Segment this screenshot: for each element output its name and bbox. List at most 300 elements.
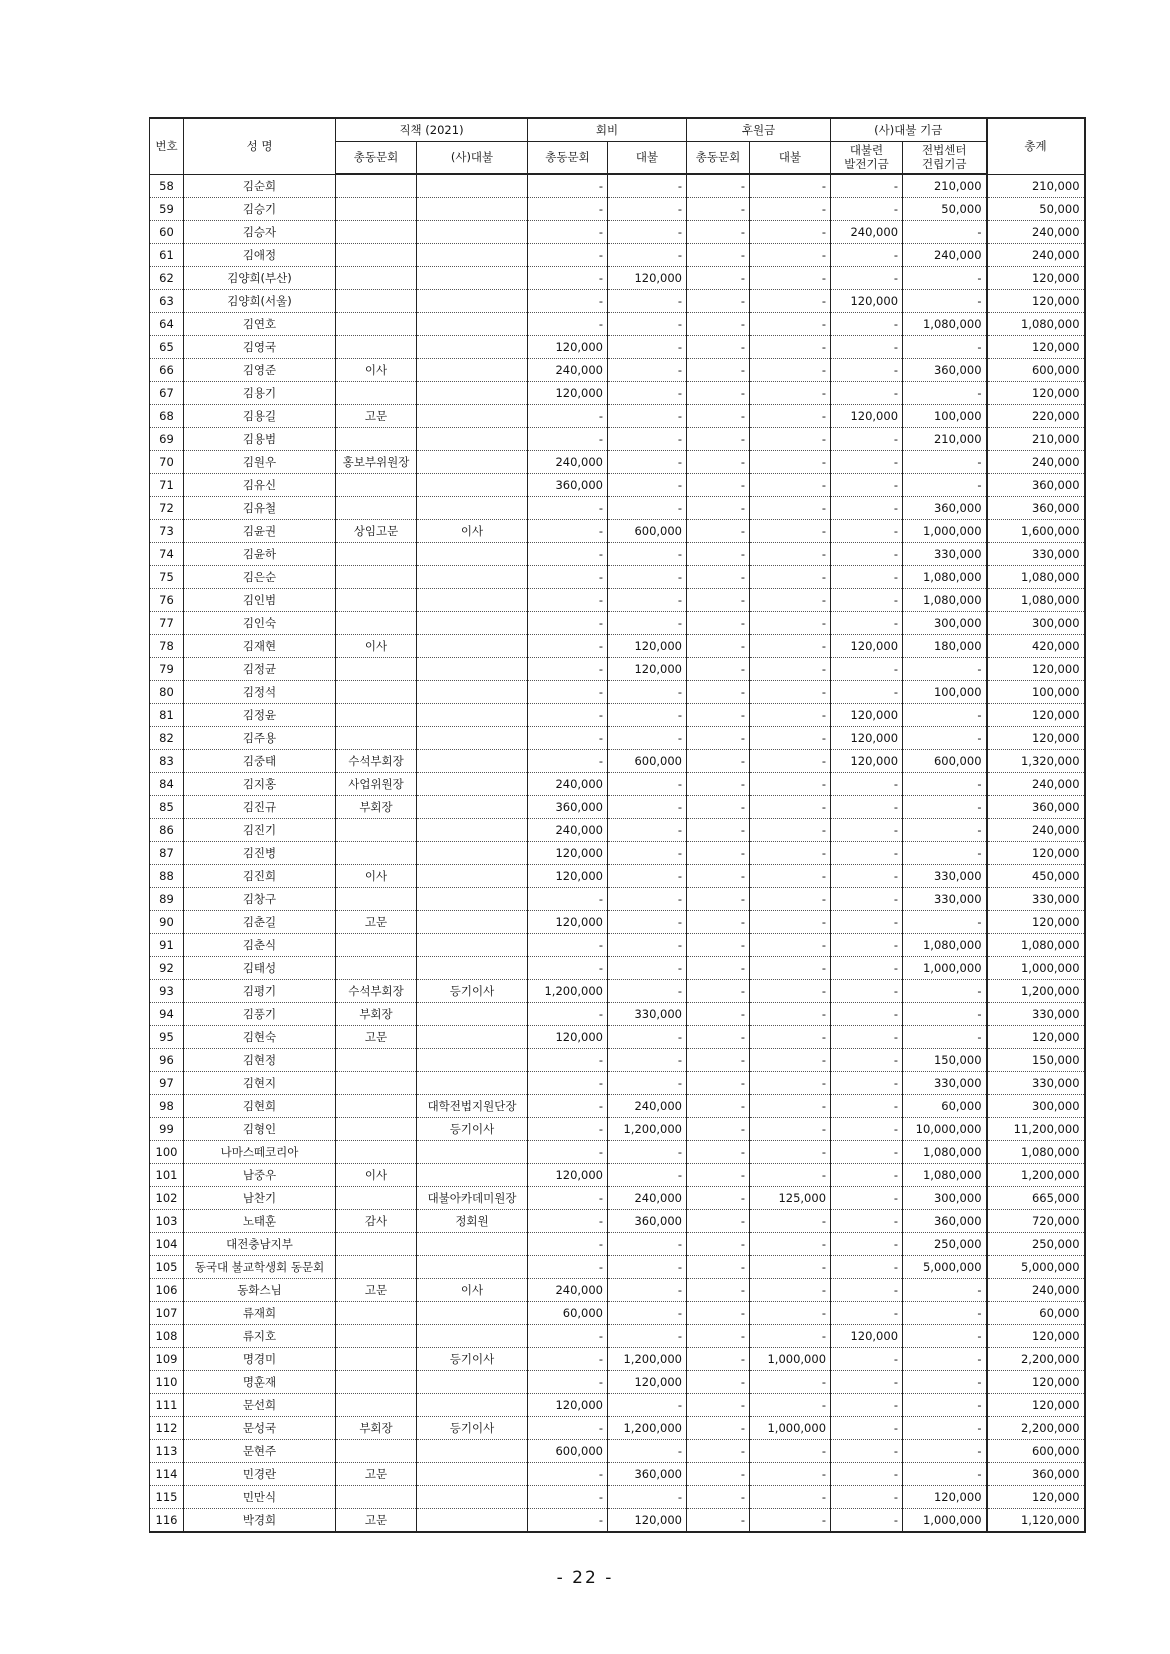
cell-position-daebul bbox=[417, 1256, 528, 1279]
cell-total: 1,000,000 bbox=[987, 957, 1085, 980]
cell-sponsor-daebul: - bbox=[750, 681, 831, 704]
cell-fee-daebul: - bbox=[608, 174, 687, 198]
cell-sponsor-daebul: - bbox=[750, 497, 831, 520]
cell-fee-daebul: - bbox=[608, 313, 687, 336]
cell-sponsor-alumni: - bbox=[687, 382, 750, 405]
cell-number: 86 bbox=[150, 819, 184, 842]
cell-name: 남중우 bbox=[184, 1164, 336, 1187]
cell-fee-alumni: - bbox=[528, 1486, 608, 1509]
cell-fee-alumni: - bbox=[528, 635, 608, 658]
cell-number: 89 bbox=[150, 888, 184, 911]
cell-total: 330,000 bbox=[987, 543, 1085, 566]
cell-total: 120,000 bbox=[987, 1371, 1085, 1394]
header-fund-development-line2: 발전기금 bbox=[844, 157, 889, 172]
cell-total: 120,000 bbox=[987, 1325, 1085, 1348]
cell-name: 김형인 bbox=[184, 1118, 336, 1141]
cell-number: 108 bbox=[150, 1325, 184, 1348]
cell-fund-center: - bbox=[903, 704, 987, 727]
cell-total: 120,000 bbox=[987, 704, 1085, 727]
cell-total: 1,200,000 bbox=[987, 1164, 1085, 1187]
cell-position-daebul: 대불아카데미원장 bbox=[417, 1187, 528, 1210]
cell-sponsor-daebul: - bbox=[750, 773, 831, 796]
cell-sponsor-daebul: - bbox=[750, 1486, 831, 1509]
cell-fee-alumni: - bbox=[528, 1371, 608, 1394]
cell-fee-alumni: - bbox=[528, 290, 608, 313]
cell-name: 김춘길 bbox=[184, 911, 336, 934]
table-row bbox=[150, 174, 1085, 198]
cell-sponsor-alumni: - bbox=[687, 198, 750, 221]
cell-number: 115 bbox=[150, 1486, 184, 1509]
cell-fund-development: - bbox=[831, 934, 903, 957]
cell-name: 김순희 bbox=[184, 174, 336, 198]
cell-fee-alumni: - bbox=[528, 888, 608, 911]
cell-name: 김윤하 bbox=[184, 543, 336, 566]
table-row bbox=[150, 842, 1085, 865]
cell-total: 330,000 bbox=[987, 1003, 1085, 1026]
cell-sponsor-alumni: - bbox=[687, 1026, 750, 1049]
cell-fee-alumni: 120,000 bbox=[528, 1394, 608, 1417]
cell-total: 120,000 bbox=[987, 1394, 1085, 1417]
cell-fund-development: - bbox=[831, 1417, 903, 1440]
cell-fund-center: 240,000 bbox=[903, 244, 987, 267]
cell-position-alumni bbox=[336, 1348, 417, 1371]
cell-name: 김정윤 bbox=[184, 704, 336, 727]
cell-position-alumni bbox=[336, 221, 417, 244]
cell-number: 94 bbox=[150, 1003, 184, 1026]
cell-total: 210,000 bbox=[987, 174, 1085, 198]
table-row bbox=[150, 1210, 1085, 1233]
table-row bbox=[150, 1233, 1085, 1256]
cell-number: 90 bbox=[150, 911, 184, 934]
cell-fee-daebul: - bbox=[608, 543, 687, 566]
cell-sponsor-alumni: - bbox=[687, 1417, 750, 1440]
cell-sponsor-daebul: - bbox=[750, 1118, 831, 1141]
cell-position-daebul bbox=[417, 819, 528, 842]
cell-sponsor-alumni: - bbox=[687, 796, 750, 819]
cell-fund-development: - bbox=[831, 451, 903, 474]
cell-position-alumni bbox=[336, 1394, 417, 1417]
cell-fee-daebul: - bbox=[608, 980, 687, 1003]
table-row bbox=[150, 451, 1085, 474]
header-fund-center bbox=[903, 141, 987, 174]
cell-position-daebul bbox=[417, 543, 528, 566]
cell-number: 79 bbox=[150, 658, 184, 681]
cell-fund-center: 210,000 bbox=[903, 428, 987, 451]
cell-sponsor-daebul: - bbox=[750, 957, 831, 980]
cell-sponsor-alumni: - bbox=[687, 1187, 750, 1210]
cell-sponsor-alumni: - bbox=[687, 865, 750, 888]
cell-sponsor-daebul: - bbox=[750, 174, 831, 198]
cell-fee-alumni: - bbox=[528, 1509, 608, 1533]
table-row bbox=[150, 819, 1085, 842]
cell-fund-center: - bbox=[903, 796, 987, 819]
cell-fee-daebul: - bbox=[608, 474, 687, 497]
table-row bbox=[150, 267, 1085, 290]
cell-sponsor-alumni: - bbox=[687, 658, 750, 681]
cell-fee-alumni: - bbox=[528, 497, 608, 520]
cell-fund-development: - bbox=[831, 1509, 903, 1533]
cell-fee-daebul: - bbox=[608, 428, 687, 451]
cell-fund-center: 120,000 bbox=[903, 1486, 987, 1509]
cell-total: 120,000 bbox=[987, 1026, 1085, 1049]
cell-position-daebul bbox=[417, 842, 528, 865]
cell-name: 김현숙 bbox=[184, 1026, 336, 1049]
cell-position-alumni: 고문 bbox=[336, 1026, 417, 1049]
cell-fee-alumni: - bbox=[528, 1256, 608, 1279]
cell-sponsor-alumni: - bbox=[687, 1509, 750, 1533]
cell-sponsor-daebul: - bbox=[750, 750, 831, 773]
table-row bbox=[150, 1118, 1085, 1141]
cell-fund-center: - bbox=[903, 1003, 987, 1026]
cell-fee-daebul: - bbox=[608, 1279, 687, 1302]
cell-position-alumni: 상임고문 bbox=[336, 520, 417, 543]
cell-fee-alumni: 240,000 bbox=[528, 773, 608, 796]
cell-total: 1,080,000 bbox=[987, 589, 1085, 612]
cell-fund-development: - bbox=[831, 957, 903, 980]
cell-fund-center: 150,000 bbox=[903, 1049, 987, 1072]
cell-position-alumni: 이사 bbox=[336, 1164, 417, 1187]
cell-number: 62 bbox=[150, 267, 184, 290]
cell-sponsor-alumni: - bbox=[687, 1394, 750, 1417]
cell-fund-center: - bbox=[903, 1279, 987, 1302]
cell-position-daebul bbox=[417, 658, 528, 681]
cell-fee-alumni: - bbox=[528, 428, 608, 451]
cell-position-daebul bbox=[417, 1049, 528, 1072]
cell-position-alumni bbox=[336, 842, 417, 865]
cell-position-alumni: 이사 bbox=[336, 359, 417, 382]
table-row bbox=[150, 1003, 1085, 1026]
table-row bbox=[150, 1463, 1085, 1486]
cell-sponsor-daebul: - bbox=[750, 428, 831, 451]
cell-position-alumni bbox=[336, 681, 417, 704]
cell-sponsor-daebul: - bbox=[750, 612, 831, 635]
header-fund-development bbox=[831, 141, 903, 174]
cell-sponsor-daebul: - bbox=[750, 980, 831, 1003]
cell-fund-development: - bbox=[831, 796, 903, 819]
header-fee-alumni: 총동문회 bbox=[528, 141, 608, 174]
cell-name: 김춘식 bbox=[184, 934, 336, 957]
cell-name: 김현정 bbox=[184, 1049, 336, 1072]
cell-fund-development: - bbox=[831, 267, 903, 290]
cell-total: 120,000 bbox=[987, 911, 1085, 934]
cell-sponsor-alumni: - bbox=[687, 980, 750, 1003]
cell-position-daebul bbox=[417, 773, 528, 796]
cell-sponsor-alumni: - bbox=[687, 842, 750, 865]
cell-total: 11,200,000 bbox=[987, 1118, 1085, 1141]
cell-name: 김현희 bbox=[184, 1095, 336, 1118]
header-position-group: 직책 (2021) bbox=[336, 118, 528, 141]
cell-fund-development: - bbox=[831, 566, 903, 589]
cell-total: 1,120,000 bbox=[987, 1509, 1085, 1533]
cell-sponsor-daebul: - bbox=[750, 1233, 831, 1256]
cell-fee-alumni: - bbox=[528, 221, 608, 244]
cell-position-alumni bbox=[336, 174, 417, 198]
cell-fee-daebul: - bbox=[608, 773, 687, 796]
cell-position-alumni: 홍보부위원장 bbox=[336, 451, 417, 474]
cell-fund-center: - bbox=[903, 842, 987, 865]
header-fund-development-line1: 대불련 bbox=[849, 143, 884, 158]
cell-position-alumni: 이사 bbox=[336, 865, 417, 888]
cell-position-alumni bbox=[336, 1302, 417, 1325]
cell-fee-daebul: - bbox=[608, 911, 687, 934]
cell-fund-development: 120,000 bbox=[831, 1325, 903, 1348]
cell-name: 김용길 bbox=[184, 405, 336, 428]
cell-name: 김주용 bbox=[184, 727, 336, 750]
cell-position-alumni: 고문 bbox=[336, 1279, 417, 1302]
cell-sponsor-daebul: - bbox=[750, 842, 831, 865]
cell-position-alumni bbox=[336, 313, 417, 336]
cell-number: 83 bbox=[150, 750, 184, 773]
table-row bbox=[150, 543, 1085, 566]
cell-number: 91 bbox=[150, 934, 184, 957]
cell-position-alumni bbox=[336, 474, 417, 497]
cell-sponsor-alumni: - bbox=[687, 336, 750, 359]
cell-name: 김평기 bbox=[184, 980, 336, 1003]
cell-name: 민경란 bbox=[184, 1463, 336, 1486]
cell-position-daebul bbox=[417, 796, 528, 819]
cell-total: 360,000 bbox=[987, 474, 1085, 497]
cell-sponsor-daebul: - bbox=[750, 911, 831, 934]
cell-number: 111 bbox=[150, 1394, 184, 1417]
cell-fee-alumni: - bbox=[528, 1348, 608, 1371]
cell-number: 80 bbox=[150, 681, 184, 704]
cell-fee-alumni: 120,000 bbox=[528, 842, 608, 865]
table-row bbox=[150, 1440, 1085, 1463]
cell-position-alumni bbox=[336, 198, 417, 221]
table-row bbox=[150, 612, 1085, 635]
cell-name: 대전충남지부 bbox=[184, 1233, 336, 1256]
cell-sponsor-daebul: - bbox=[750, 635, 831, 658]
cell-fund-development: - bbox=[831, 911, 903, 934]
cell-sponsor-daebul: - bbox=[750, 658, 831, 681]
cell-sponsor-daebul: - bbox=[750, 1509, 831, 1533]
cell-fund-development: - bbox=[831, 1072, 903, 1095]
cell-sponsor-alumni: - bbox=[687, 681, 750, 704]
cell-total: 50,000 bbox=[987, 198, 1085, 221]
table-body bbox=[150, 174, 1085, 1532]
cell-sponsor-daebul: - bbox=[750, 451, 831, 474]
cell-fund-development: 120,000 bbox=[831, 727, 903, 750]
cell-total: 120,000 bbox=[987, 842, 1085, 865]
cell-number: 87 bbox=[150, 842, 184, 865]
cell-position-daebul: 등기이사 bbox=[417, 1118, 528, 1141]
cell-name: 김태성 bbox=[184, 957, 336, 980]
cell-fund-development: 120,000 bbox=[831, 750, 903, 773]
cell-sponsor-daebul: - bbox=[750, 359, 831, 382]
cell-total: 720,000 bbox=[987, 1210, 1085, 1233]
cell-fee-alumni: 120,000 bbox=[528, 336, 608, 359]
cell-fee-daebul: - bbox=[608, 1256, 687, 1279]
cell-total: 1,080,000 bbox=[987, 313, 1085, 336]
cell-fee-daebul: - bbox=[608, 1233, 687, 1256]
cell-position-alumni: 고문 bbox=[336, 911, 417, 934]
cell-fund-development: - bbox=[831, 1187, 903, 1210]
cell-fee-daebul: - bbox=[608, 382, 687, 405]
cell-fund-development: - bbox=[831, 313, 903, 336]
table-row bbox=[150, 1302, 1085, 1325]
cell-fee-daebul: - bbox=[608, 566, 687, 589]
cell-position-daebul bbox=[417, 681, 528, 704]
cell-position-alumni bbox=[336, 1141, 417, 1164]
cell-total: 1,600,000 bbox=[987, 520, 1085, 543]
cell-name: 김재현 bbox=[184, 635, 336, 658]
cell-name: 김정균 bbox=[184, 658, 336, 681]
table-row bbox=[150, 1394, 1085, 1417]
cell-number: 95 bbox=[150, 1026, 184, 1049]
cell-name: 문성국 bbox=[184, 1417, 336, 1440]
table-row bbox=[150, 1141, 1085, 1164]
cell-position-daebul bbox=[417, 865, 528, 888]
cell-total: 300,000 bbox=[987, 1095, 1085, 1118]
header-sponsor-daebul: 대불 bbox=[750, 141, 831, 174]
cell-sponsor-daebul: - bbox=[750, 474, 831, 497]
cell-position-daebul bbox=[417, 727, 528, 750]
cell-sponsor-daebul: - bbox=[750, 1095, 831, 1118]
table-row bbox=[150, 1371, 1085, 1394]
cell-fee-alumni: - bbox=[528, 750, 608, 773]
cell-sponsor-alumni: - bbox=[687, 1003, 750, 1026]
cell-name: 김풍기 bbox=[184, 1003, 336, 1026]
cell-fund-development: - bbox=[831, 428, 903, 451]
cell-fee-alumni: - bbox=[528, 1049, 608, 1072]
cell-position-alumni: 부회장 bbox=[336, 1003, 417, 1026]
cell-sponsor-daebul: - bbox=[750, 1256, 831, 1279]
cell-total: 450,000 bbox=[987, 865, 1085, 888]
cell-fund-development: - bbox=[831, 1440, 903, 1463]
cell-fee-alumni: - bbox=[528, 1210, 608, 1233]
cell-position-alumni bbox=[336, 497, 417, 520]
cell-name: 민만식 bbox=[184, 1486, 336, 1509]
cell-total: 120,000 bbox=[987, 290, 1085, 313]
cell-fund-center: - bbox=[903, 336, 987, 359]
cell-name: 남찬기 bbox=[184, 1187, 336, 1210]
table-row bbox=[150, 405, 1085, 428]
cell-position-daebul bbox=[417, 290, 528, 313]
cell-position-daebul bbox=[417, 1509, 528, 1533]
cell-number: 96 bbox=[150, 1049, 184, 1072]
cell-position-daebul bbox=[417, 313, 528, 336]
cell-total: 360,000 bbox=[987, 497, 1085, 520]
cell-position-alumni bbox=[336, 336, 417, 359]
cell-position-alumni bbox=[336, 1095, 417, 1118]
cell-name: 김양희(부산) bbox=[184, 267, 336, 290]
cell-fee-daebul: - bbox=[608, 819, 687, 842]
cell-sponsor-alumni: - bbox=[687, 1279, 750, 1302]
header-position-daebul: (사)대불 bbox=[417, 141, 528, 174]
cell-fee-daebul: - bbox=[608, 842, 687, 865]
cell-sponsor-daebul: - bbox=[750, 1279, 831, 1302]
cell-fee-alumni: - bbox=[528, 934, 608, 957]
cell-number: 71 bbox=[150, 474, 184, 497]
cell-sponsor-daebul: - bbox=[750, 888, 831, 911]
cell-position-daebul: 이사 bbox=[417, 1279, 528, 1302]
cell-fee-alumni: - bbox=[528, 267, 608, 290]
cell-fund-center: - bbox=[903, 382, 987, 405]
table-row bbox=[150, 589, 1085, 612]
cell-fee-daebul: 120,000 bbox=[608, 658, 687, 681]
cell-total: 360,000 bbox=[987, 1463, 1085, 1486]
cell-fund-development: - bbox=[831, 1118, 903, 1141]
cell-sponsor-daebul: - bbox=[750, 865, 831, 888]
table-row bbox=[150, 658, 1085, 681]
cell-fund-center: - bbox=[903, 658, 987, 681]
cell-total: 120,000 bbox=[987, 658, 1085, 681]
cell-position-daebul bbox=[417, 888, 528, 911]
cell-sponsor-alumni: - bbox=[687, 1302, 750, 1325]
cell-total: 150,000 bbox=[987, 1049, 1085, 1072]
table-row bbox=[150, 1325, 1085, 1348]
cell-position-alumni: 고문 bbox=[336, 405, 417, 428]
cell-fee-alumni: - bbox=[528, 543, 608, 566]
cell-sponsor-daebul: - bbox=[750, 1325, 831, 1348]
cell-sponsor-daebul: 1,000,000 bbox=[750, 1348, 831, 1371]
cell-number: 66 bbox=[150, 359, 184, 382]
cell-number: 58 bbox=[150, 174, 184, 198]
cell-position-daebul bbox=[417, 612, 528, 635]
cell-total: 240,000 bbox=[987, 819, 1085, 842]
cell-fee-daebul: 240,000 bbox=[608, 1187, 687, 1210]
cell-fee-daebul: - bbox=[608, 198, 687, 221]
cell-sponsor-alumni: - bbox=[687, 497, 750, 520]
cell-position-daebul bbox=[417, 704, 528, 727]
cell-position-alumni bbox=[336, 244, 417, 267]
cell-fund-development: - bbox=[831, 773, 903, 796]
table-row bbox=[150, 1348, 1085, 1371]
cell-name: 문선희 bbox=[184, 1394, 336, 1417]
cell-fee-daebul: - bbox=[608, 934, 687, 957]
cell-fund-center: - bbox=[903, 267, 987, 290]
cell-number: 114 bbox=[150, 1463, 184, 1486]
cell-fund-development: - bbox=[831, 842, 903, 865]
cell-fee-daebul: - bbox=[608, 359, 687, 382]
cell-fee-alumni: 120,000 bbox=[528, 911, 608, 934]
cell-sponsor-alumni: - bbox=[687, 1256, 750, 1279]
cell-fund-development: - bbox=[831, 1394, 903, 1417]
cell-fund-center: 300,000 bbox=[903, 612, 987, 635]
cell-fund-center: - bbox=[903, 1440, 987, 1463]
cell-sponsor-alumni: - bbox=[687, 819, 750, 842]
cell-total: 240,000 bbox=[987, 1279, 1085, 1302]
cell-position-alumni bbox=[336, 1325, 417, 1348]
cell-fee-alumni: - bbox=[528, 681, 608, 704]
cell-sponsor-alumni: - bbox=[687, 566, 750, 589]
cell-fund-development: - bbox=[831, 336, 903, 359]
cell-sponsor-daebul: - bbox=[750, 382, 831, 405]
cell-number: 69 bbox=[150, 428, 184, 451]
cell-name: 김영준 bbox=[184, 359, 336, 382]
cell-position-daebul bbox=[417, 405, 528, 428]
cell-number: 59 bbox=[150, 198, 184, 221]
cell-number: 113 bbox=[150, 1440, 184, 1463]
cell-number: 70 bbox=[150, 451, 184, 474]
cell-sponsor-alumni: - bbox=[687, 174, 750, 198]
table-row bbox=[150, 290, 1085, 313]
cell-sponsor-alumni: - bbox=[687, 267, 750, 290]
cell-fee-daebul: - bbox=[608, 589, 687, 612]
cell-position-alumni: 수석부회장 bbox=[336, 750, 417, 773]
cell-sponsor-alumni: - bbox=[687, 888, 750, 911]
cell-sponsor-daebul: - bbox=[750, 1210, 831, 1233]
cell-fund-center: 50,000 bbox=[903, 198, 987, 221]
cell-fee-daebul: - bbox=[608, 336, 687, 359]
cell-fund-center: - bbox=[903, 1417, 987, 1440]
cell-fund-center: - bbox=[903, 451, 987, 474]
cell-fee-alumni: 240,000 bbox=[528, 819, 608, 842]
cell-position-daebul bbox=[417, 957, 528, 980]
cell-fund-center: - bbox=[903, 1325, 987, 1348]
cell-total: 1,200,000 bbox=[987, 980, 1085, 1003]
cell-fund-development: - bbox=[831, 244, 903, 267]
